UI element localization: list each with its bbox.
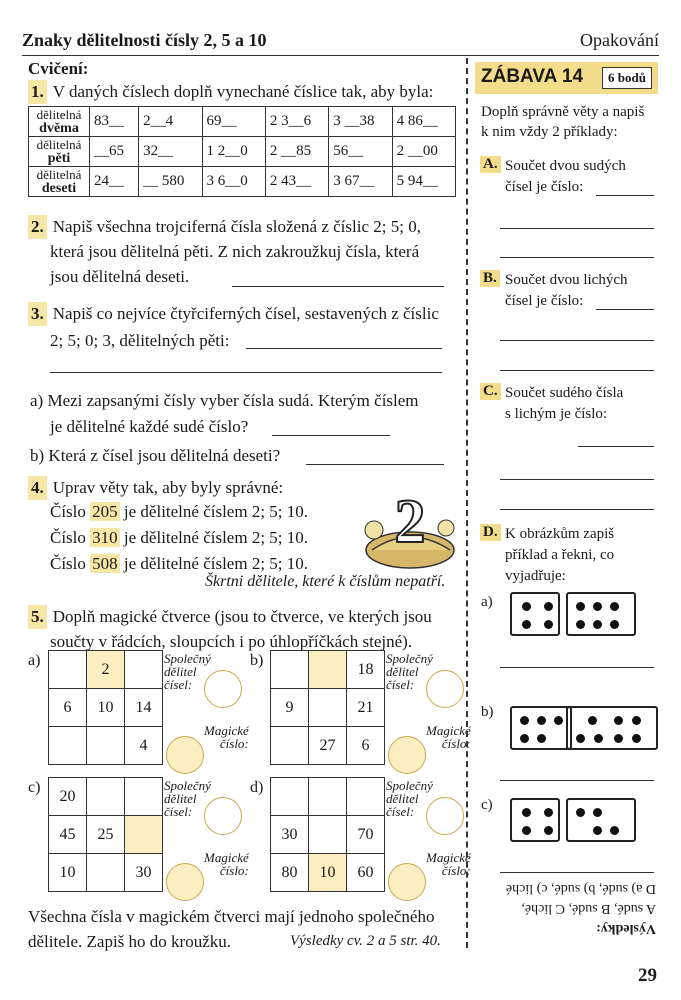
upside-down-answers: Výsledky: A sudé, B sudé, C liché, D a) sudé, b) sudé, c) liché bbox=[505, 881, 656, 936]
common-divisor-circle[interactable] bbox=[204, 670, 242, 708]
number-cell[interactable]: 56__ bbox=[329, 137, 392, 167]
ex1-text: 1. V daných číslech doplň vynechané číslice tak, aby byla: bbox=[28, 80, 433, 104]
ex3b-answer-line[interactable] bbox=[306, 464, 444, 465]
magic-square bbox=[48, 650, 163, 765]
exercises-heading: Cvičení: bbox=[28, 59, 89, 78]
magic-number-circle[interactable] bbox=[388, 863, 426, 901]
dot bbox=[632, 734, 641, 743]
magic-cell[interactable] bbox=[125, 651, 163, 689]
dot bbox=[544, 808, 553, 817]
dot bbox=[544, 826, 553, 835]
magic-cell[interactable] bbox=[125, 816, 163, 854]
number-cell[interactable]: 3 6__0 bbox=[202, 167, 265, 197]
fun-intro: Doplň správně věty a napiš k nim vždy 2 příklady: bbox=[481, 104, 645, 140]
number-cell[interactable]: __ 580 bbox=[139, 167, 202, 197]
fun-answer-line[interactable] bbox=[500, 257, 654, 258]
results-reference: Výsledky cv. 2 a 5 str. 40. bbox=[290, 933, 441, 949]
magic-cell[interactable]: 10 bbox=[309, 854, 347, 892]
dot bbox=[588, 716, 597, 725]
dot bbox=[593, 808, 602, 817]
item-text-c: Součet sudého čísla s lichým je číslo: bbox=[505, 385, 624, 422]
turtle-illustration bbox=[358, 478, 462, 578]
square-label: b) bbox=[250, 652, 264, 669]
points-badge: 6 bodů bbox=[602, 67, 652, 89]
item-letter-d: D. bbox=[480, 524, 501, 541]
magic-cell[interactable]: 20 bbox=[49, 778, 87, 816]
common-divisor-label: Společný dělitel čísel: bbox=[386, 651, 433, 692]
fun-answer-line[interactable] bbox=[500, 228, 654, 229]
magic-square bbox=[270, 777, 385, 892]
magic-cell[interactable] bbox=[271, 778, 309, 816]
magic-cell[interactable] bbox=[87, 778, 125, 816]
ex3a-answer-line[interactable] bbox=[272, 435, 390, 436]
magic-number-circle[interactable] bbox=[166, 863, 204, 901]
ex3b-line1: b) Která z čísel jsou dělitelná deseti? bbox=[30, 446, 281, 465]
common-divisor-label: Společný dělitel čísel: bbox=[386, 778, 433, 819]
common-divisor-label: Společný dělitel čísel: bbox=[164, 651, 211, 692]
page-number: 29 bbox=[638, 965, 657, 986]
dot bbox=[614, 734, 623, 743]
dot bbox=[544, 620, 553, 629]
section-title: Opakování bbox=[580, 30, 659, 50]
row-label: dělitelná dvěma bbox=[29, 107, 90, 137]
magic-cell[interactable] bbox=[87, 727, 125, 765]
magic-cell[interactable]: 10 bbox=[49, 854, 87, 892]
number-cell[interactable]: 2 __85 bbox=[265, 137, 328, 167]
dot bbox=[594, 734, 603, 743]
dot bbox=[537, 716, 546, 725]
magic-cell[interactable] bbox=[271, 727, 309, 765]
magic-cell[interactable]: 80 bbox=[271, 854, 309, 892]
number-cell[interactable]: 4 86__ bbox=[392, 107, 455, 137]
magic-cell[interactable] bbox=[271, 651, 309, 689]
row-label: dělitelná deseti bbox=[29, 167, 90, 197]
magic-cell[interactable] bbox=[125, 778, 163, 816]
number-cell[interactable]: 32__ bbox=[139, 137, 202, 167]
number-cell[interactable]: 5 94__ bbox=[392, 167, 455, 197]
number-cell[interactable]: 2__4 bbox=[139, 107, 202, 137]
domino-four bbox=[510, 592, 560, 636]
magic-number-label: Magické číslo: bbox=[426, 850, 471, 878]
magic-square bbox=[270, 650, 385, 765]
item-letter-a: A. bbox=[480, 156, 501, 173]
dot bbox=[614, 716, 623, 725]
magic-cell[interactable]: 60 bbox=[347, 854, 385, 892]
magic-cell[interactable] bbox=[347, 778, 385, 816]
page-title: Znaky dělitelnosti čísly 2, 5 a 10 bbox=[22, 30, 267, 50]
ex4-sentence: Číslo 508 je dělitelné číslem 2; 5; 10. bbox=[50, 554, 309, 573]
magic-cell[interactable]: 4 bbox=[125, 727, 163, 765]
table-row bbox=[29, 137, 456, 167]
domino-shape bbox=[566, 798, 636, 842]
number-cell[interactable]: 1 2__0 bbox=[202, 137, 265, 167]
ex3-line2: 2; 5; 0; 3, dělitelných pěti: bbox=[50, 331, 230, 350]
dot bbox=[520, 716, 529, 725]
domino-seven bbox=[566, 706, 658, 750]
item-text-d: K obrázkům zapiš příklad a řekni, co vyjadřuje: bbox=[505, 526, 615, 584]
magic-cell[interactable] bbox=[309, 778, 347, 816]
fun-answer-line[interactable] bbox=[500, 479, 654, 480]
common-divisor-circle[interactable] bbox=[426, 670, 464, 708]
fun-answer-line[interactable] bbox=[500, 340, 654, 341]
fun-answer-line[interactable] bbox=[578, 446, 654, 447]
item-letter-b: B. bbox=[480, 270, 500, 287]
dot bbox=[593, 826, 602, 835]
ex3a-line2: je dělitelné každé sudé číslo? bbox=[50, 417, 249, 436]
ex2-line2: která jsou dělitelná pěti. Z nich zakroužkuj čísla, která bbox=[50, 242, 420, 261]
number-cell[interactable]: __65 bbox=[90, 137, 139, 167]
dot bbox=[576, 602, 585, 611]
magic-cell[interactable]: 6 bbox=[49, 689, 87, 727]
magic-cell[interactable]: 45 bbox=[49, 816, 87, 854]
magic-cell[interactable] bbox=[87, 854, 125, 892]
square-label: c) bbox=[28, 779, 41, 796]
magic-cell[interactable]: 6 bbox=[347, 727, 385, 765]
table-row bbox=[29, 167, 456, 197]
magic-cell[interactable] bbox=[309, 689, 347, 727]
fun-answer-line[interactable] bbox=[500, 370, 654, 371]
dot bbox=[522, 602, 531, 611]
dot bbox=[554, 716, 563, 725]
number-cell[interactable]: 83__ bbox=[90, 107, 139, 137]
ex4-sentence: Číslo 205 je dělitelné číslem 2; 5; 10. bbox=[50, 502, 309, 521]
magic-cell[interactable]: 18 bbox=[347, 651, 385, 689]
dot bbox=[522, 620, 531, 629]
magic-cell[interactable]: 10 bbox=[87, 689, 125, 727]
number-cell[interactable]: 2 43__ bbox=[265, 167, 328, 197]
dot bbox=[544, 602, 553, 611]
number-cell[interactable]: 2 __00 bbox=[392, 137, 455, 167]
dot bbox=[522, 826, 531, 835]
common-divisor-label: Společný dělitel čísel: bbox=[164, 778, 211, 819]
cut-line bbox=[466, 58, 468, 948]
square-label: d) bbox=[250, 779, 264, 796]
ex3a-line1: a) Mezi zapsanými čísly vyber čísla sudá. Kterým číslem bbox=[30, 391, 419, 410]
magic-cell[interactable]: 30 bbox=[271, 816, 309, 854]
number-cell[interactable]: 3 __38 bbox=[329, 107, 392, 137]
fun-answer-line[interactable] bbox=[596, 195, 654, 196]
dot bbox=[610, 602, 619, 611]
row-label: dělitelná pěti bbox=[29, 137, 90, 167]
ex3-answer-line-2[interactable] bbox=[50, 372, 442, 373]
domino-four-c bbox=[510, 798, 560, 842]
pic-a-label: a) bbox=[481, 594, 493, 610]
ex2-line3: jsou dělitelná deseti. bbox=[50, 267, 190, 286]
number-cell[interactable]: 69__ bbox=[202, 107, 265, 137]
magic-square bbox=[48, 777, 163, 892]
ex4-sentence: Číslo 310 je dělitelné číslem 2; 5; 10. bbox=[50, 528, 309, 547]
dot bbox=[576, 620, 585, 629]
fun-answer-line[interactable] bbox=[500, 509, 654, 510]
number-cell[interactable]: 24__ bbox=[90, 167, 139, 197]
common-divisor-circle[interactable] bbox=[204, 797, 242, 835]
dot bbox=[610, 620, 619, 629]
svg-text:2: 2 bbox=[394, 488, 426, 556]
highlighted-number: 205 bbox=[92, 502, 118, 521]
square-label: a) bbox=[28, 652, 41, 669]
pic-c-label: c) bbox=[481, 797, 493, 813]
header-rule bbox=[22, 55, 659, 56]
item-letter-c: C. bbox=[480, 383, 501, 400]
number-cell[interactable]: 2 3__6 bbox=[265, 107, 328, 137]
ex4-hint: Škrtni dělitele, které k číslům nepatří. bbox=[205, 573, 446, 590]
magic-number-label: Magické číslo: bbox=[426, 723, 471, 751]
dot bbox=[537, 734, 546, 743]
magic-cell[interactable]: 25 bbox=[87, 816, 125, 854]
magic-number-circle[interactable] bbox=[388, 736, 426, 774]
ex5-footer-line1: Všechna čísla v magickém čtverci mají jednoho společného bbox=[28, 907, 435, 926]
item-text-b: Součet dvou lichých čísel je číslo: bbox=[505, 272, 628, 309]
magic-cell[interactable]: 14 bbox=[125, 689, 163, 727]
magic-cell[interactable] bbox=[49, 727, 87, 765]
magic-number-label: Magické číslo: bbox=[204, 850, 249, 878]
ex5-footer-line2: dělitele. Zapiš ho do kroužku. bbox=[28, 932, 232, 951]
pic-b-answer-line[interactable] bbox=[500, 780, 654, 781]
dot bbox=[520, 734, 529, 743]
dot bbox=[610, 826, 619, 835]
domino-six bbox=[566, 592, 636, 636]
number-cell[interactable]: 3 67__ bbox=[329, 167, 392, 197]
dot bbox=[576, 808, 585, 817]
ex3-text: 3. Napiš co nejvíce čtyřciferných čísel, sestavených z číslic bbox=[28, 302, 439, 326]
magic-cell[interactable]: 27 bbox=[309, 727, 347, 765]
table-row bbox=[29, 107, 456, 137]
pic-a-answer-line[interactable] bbox=[500, 667, 654, 668]
pic-b-label: b) bbox=[481, 704, 494, 720]
magic-cell[interactable] bbox=[309, 816, 347, 854]
highlighted-number: 310 bbox=[92, 528, 118, 547]
magic-cell[interactable]: 30 bbox=[125, 854, 163, 892]
common-divisor-circle[interactable] bbox=[426, 797, 464, 835]
highlighted-number: 508 bbox=[92, 554, 118, 573]
ex5-text: 5. Doplň magické čtverce (jsou to čtverce, ve kterých jsou bbox=[28, 605, 432, 629]
dot bbox=[522, 808, 531, 817]
dot bbox=[593, 620, 602, 629]
ex5-line2: součty v řádcích, sloupcích i po úhlopříčkách stejné). bbox=[50, 632, 413, 651]
magic-cell[interactable]: 70 bbox=[347, 816, 385, 854]
fun-answer-line[interactable] bbox=[596, 309, 654, 310]
magic-number-label: Magické číslo: bbox=[204, 723, 249, 751]
ex2-text: 2. Napiš všechna trojciferná čísla složená z číslic 2; 5; 0, bbox=[28, 215, 421, 239]
magic-cell[interactable] bbox=[49, 651, 87, 689]
ex2-answer-line[interactable] bbox=[232, 286, 444, 287]
dot bbox=[632, 716, 641, 725]
item-text-a: Součet dvou sudých čísel je číslo: bbox=[505, 158, 626, 195]
ex4-text: 4. Uprav věty tak, aby byly správné: bbox=[28, 476, 283, 500]
magic-cell[interactable] bbox=[309, 651, 347, 689]
pic-c-answer-line[interactable] bbox=[500, 872, 654, 873]
magic-cell[interactable]: 9 bbox=[271, 689, 309, 727]
magic-number-circle[interactable] bbox=[166, 736, 204, 774]
domino-five bbox=[510, 706, 572, 750]
dot bbox=[593, 602, 602, 611]
ex3-answer-line[interactable] bbox=[246, 348, 442, 349]
magic-cell[interactable]: 2 bbox=[87, 651, 125, 689]
divisibility-table bbox=[28, 106, 456, 197]
fun-title: ZÁBAVA 14 bbox=[481, 66, 584, 87]
dot bbox=[576, 734, 585, 743]
magic-cell[interactable]: 21 bbox=[347, 689, 385, 727]
